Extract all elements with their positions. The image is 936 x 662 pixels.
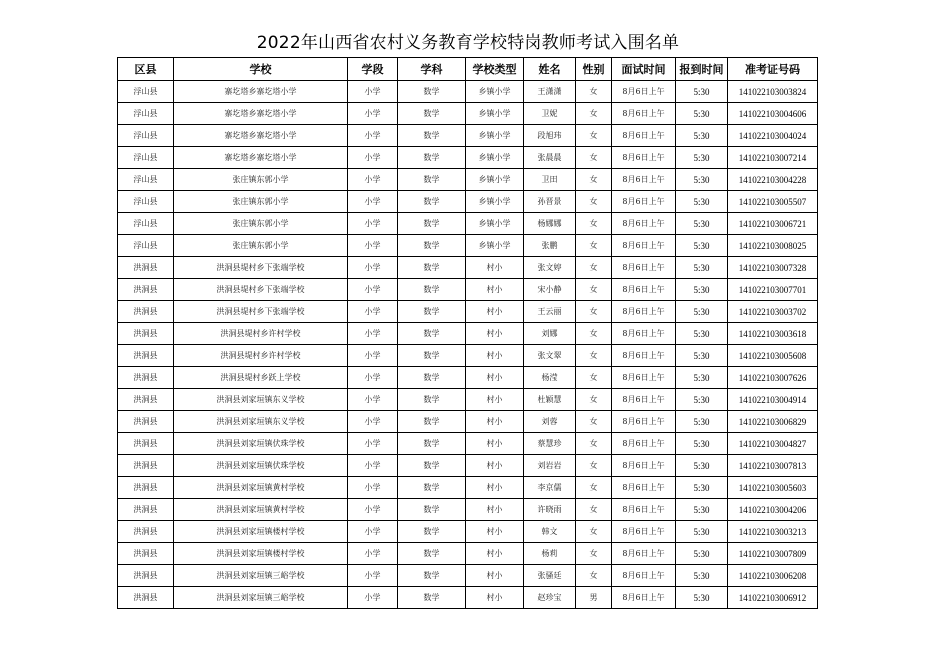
school-type-cell: 村小 [466,389,524,411]
subject-cell: 数学 [398,213,466,235]
name-cell: 孙晋景 [524,191,576,213]
stage-cell: 小学 [348,147,398,169]
subject-cell: 数学 [398,587,466,609]
header-county: 区县 [118,58,174,81]
stage-cell: 小学 [348,411,398,433]
report-time-cell: 5:30 [676,81,728,103]
county-cell: 浮山县 [118,81,174,103]
school-type-cell: 村小 [466,411,524,433]
table-row [118,367,818,389]
ticket-number-cell: 141022103007214 [728,147,818,169]
header-gender: 性别 [576,58,612,81]
name-cell: 王云丽 [524,301,576,323]
subject-cell: 数学 [398,147,466,169]
report-time-cell: 5:30 [676,191,728,213]
stage-cell: 小学 [348,191,398,213]
table-row [118,147,818,169]
school-cell: 洪洞县堤村乡许村学校 [174,345,348,367]
school-type-cell: 村小 [466,477,524,499]
interview-time-cell: 8月6日上午 [612,103,676,125]
county-cell: 浮山县 [118,191,174,213]
subject-cell: 数学 [398,125,466,147]
name-cell: 杨莉 [524,543,576,565]
subject-cell: 数学 [398,411,466,433]
stage-cell: 小学 [348,521,398,543]
table-row [118,103,818,125]
table-row [118,345,818,367]
interview-time-cell: 8月6日上午 [612,301,676,323]
school-type-cell: 村小 [466,587,524,609]
gender-cell: 女 [576,499,612,521]
ticket-number-cell: 141022103004914 [728,389,818,411]
stage-cell: 小学 [348,543,398,565]
table-row [118,587,818,609]
report-time-cell: 5:30 [676,455,728,477]
county-cell: 浮山县 [118,235,174,257]
school-cell: 张庄镇东郭小学 [174,213,348,235]
subject-cell: 数学 [398,565,466,587]
report-time-cell: 5:30 [676,235,728,257]
ticket-number-cell: 141022103006208 [728,565,818,587]
school-type-cell: 村小 [466,345,524,367]
gender-cell: 女 [576,543,612,565]
ticket-number-cell: 141022103008025 [728,235,818,257]
subject-cell: 数学 [398,455,466,477]
interview-time-cell: 8月6日上午 [612,345,676,367]
subject-cell: 数学 [398,191,466,213]
table-row [118,433,818,455]
name-cell: 韩文 [524,521,576,543]
school-type-cell: 乡镇小学 [466,235,524,257]
name-cell: 蔡慧珍 [524,433,576,455]
name-cell: 刘娜 [524,323,576,345]
ticket-number-cell: 141022103003618 [728,323,818,345]
header-stage: 学段 [348,58,398,81]
report-time-cell: 5:30 [676,389,728,411]
stage-cell: 小学 [348,103,398,125]
name-cell: 王潇潇 [524,81,576,103]
county-cell: 洪洞县 [118,257,174,279]
table-row [118,169,818,191]
interview-time-cell: 8月6日上午 [612,367,676,389]
report-time-cell: 5:30 [676,301,728,323]
report-time-cell: 5:30 [676,169,728,191]
gender-cell: 女 [576,521,612,543]
school-cell: 洪洞县刘家垣镇三峪学校 [174,587,348,609]
gender-cell: 男 [576,587,612,609]
school-cell: 寨圪塔乡寨圪塔小学 [174,125,348,147]
gender-cell: 女 [576,103,612,125]
school-type-cell: 村小 [466,323,524,345]
ticket-number-cell: 141022103003213 [728,521,818,543]
header-school: 学校 [174,58,348,81]
table-row [118,235,818,257]
subject-cell: 数学 [398,345,466,367]
school-type-cell: 村小 [466,455,524,477]
school-type-cell: 村小 [466,499,524,521]
candidate-table [117,57,818,609]
header-report-time: 报到时间 [676,58,728,81]
document-title: 2022年山西省农村义务教育学校特岗教师考试入围名单 [256,33,680,53]
name-cell: 杜颖慧 [524,389,576,411]
stage-cell: 小学 [348,433,398,455]
gender-cell: 女 [576,301,612,323]
header-school-type: 学校类型 [466,58,524,81]
school-cell: 寨圪塔乡寨圪塔小学 [174,147,348,169]
name-cell: 段旭玮 [524,125,576,147]
report-time-cell: 5:30 [676,587,728,609]
school-cell: 洪洞县堤村乡下张端学校 [174,301,348,323]
county-cell: 浮山县 [118,103,174,125]
table-row [118,323,818,345]
header-subject: 学科 [398,58,466,81]
name-cell: 赵珍宝 [524,587,576,609]
subject-cell: 数学 [398,103,466,125]
interview-time-cell: 8月6日上午 [612,411,676,433]
ticket-number-cell: 141022103007809 [728,543,818,565]
county-cell: 浮山县 [118,169,174,191]
ticket-number-cell: 141022103004827 [728,433,818,455]
name-cell: 刘蓉 [524,411,576,433]
report-time-cell: 5:30 [676,433,728,455]
school-cell: 洪洞县刘家垣镇三峪学校 [174,565,348,587]
name-cell: 杨滢 [524,367,576,389]
table-row [118,213,818,235]
school-cell: 洪洞县刘家垣镇伏珠学校 [174,455,348,477]
school-cell: 洪洞县堤村乡下张端学校 [174,279,348,301]
gender-cell: 女 [576,323,612,345]
table-row [118,301,818,323]
name-cell: 张晨晨 [524,147,576,169]
gender-cell: 女 [576,81,612,103]
ticket-number-cell: 141022103004206 [728,499,818,521]
report-time-cell: 5:30 [676,411,728,433]
name-cell: 李京儒 [524,477,576,499]
ticket-number-cell: 141022103003702 [728,301,818,323]
name-cell: 张骚廷 [524,565,576,587]
county-cell: 洪洞县 [118,411,174,433]
report-time-cell: 5:30 [676,345,728,367]
subject-cell: 数学 [398,521,466,543]
gender-cell: 女 [576,433,612,455]
school-cell: 洪洞县刘家垣镇黄村学校 [174,477,348,499]
subject-cell: 数学 [398,389,466,411]
report-time-cell: 5:30 [676,521,728,543]
county-cell: 洪洞县 [118,455,174,477]
subject-cell: 数学 [398,235,466,257]
ticket-number-cell: 141022103004228 [728,169,818,191]
gender-cell: 女 [576,169,612,191]
school-type-cell: 乡镇小学 [466,81,524,103]
stage-cell: 小学 [348,279,398,301]
school-cell: 洪洞县堤村乡许村学校 [174,323,348,345]
subject-cell: 数学 [398,433,466,455]
gender-cell: 女 [576,213,612,235]
school-cell: 寨圪塔乡寨圪塔小学 [174,103,348,125]
ticket-number-cell: 141022103004024 [728,125,818,147]
county-cell: 洪洞县 [118,477,174,499]
county-cell: 洪洞县 [118,433,174,455]
county-cell: 洪洞县 [118,279,174,301]
subject-cell: 数学 [398,477,466,499]
report-time-cell: 5:30 [676,257,728,279]
county-cell: 浮山县 [118,213,174,235]
stage-cell: 小学 [348,499,398,521]
table-body [118,81,818,609]
report-time-cell: 5:30 [676,213,728,235]
report-time-cell: 5:30 [676,565,728,587]
school-cell: 张庄镇东郭小学 [174,169,348,191]
interview-time-cell: 8月6日上午 [612,389,676,411]
school-cell: 洪洞县刘家垣镇楼村学校 [174,543,348,565]
stage-cell: 小学 [348,323,398,345]
school-cell: 洪洞县刘家垣镇伏珠学校 [174,433,348,455]
gender-cell: 女 [576,125,612,147]
stage-cell: 小学 [348,345,398,367]
stage-cell: 小学 [348,125,398,147]
interview-time-cell: 8月6日上午 [612,191,676,213]
subject-cell: 数学 [398,301,466,323]
interview-time-cell: 8月6日上午 [612,323,676,345]
county-cell: 洪洞县 [118,345,174,367]
school-cell: 寨圪塔乡寨圪塔小学 [174,81,348,103]
school-cell: 洪洞县堤村乡跃上学校 [174,367,348,389]
report-time-cell: 5:30 [676,499,728,521]
county-cell: 洪洞县 [118,565,174,587]
report-time-cell: 5:30 [676,279,728,301]
school-type-cell: 村小 [466,257,524,279]
ticket-number-cell: 141022103003824 [728,81,818,103]
subject-cell: 数学 [398,257,466,279]
ticket-number-cell: 141022103007813 [728,455,818,477]
report-time-cell: 5:30 [676,125,728,147]
interview-time-cell: 8月6日上午 [612,543,676,565]
report-time-cell: 5:30 [676,367,728,389]
school-cell: 张庄镇东郭小学 [174,191,348,213]
report-time-cell: 5:30 [676,103,728,125]
school-type-cell: 乡镇小学 [466,125,524,147]
name-cell: 刘岩岩 [524,455,576,477]
report-time-cell: 5:30 [676,543,728,565]
ticket-number-cell: 141022103007328 [728,257,818,279]
ticket-number-cell: 141022103005507 [728,191,818,213]
gender-cell: 女 [576,235,612,257]
subject-cell: 数学 [398,323,466,345]
ticket-number-cell: 141022103006912 [728,587,818,609]
name-cell: 张文翠 [524,345,576,367]
county-cell: 浮山县 [118,125,174,147]
school-type-cell: 乡镇小学 [466,213,524,235]
subject-cell: 数学 [398,367,466,389]
stage-cell: 小学 [348,565,398,587]
table-row [118,411,818,433]
ticket-number-cell: 141022103006721 [728,213,818,235]
interview-time-cell: 8月6日上午 [612,147,676,169]
school-cell: 洪洞县刘家垣镇黄村学校 [174,499,348,521]
interview-time-cell: 8月6日上午 [612,477,676,499]
school-cell: 张庄镇东郭小学 [174,235,348,257]
name-cell: 卫妮 [524,103,576,125]
county-cell: 洪洞县 [118,587,174,609]
name-cell: 卫田 [524,169,576,191]
stage-cell: 小学 [348,301,398,323]
school-cell: 洪洞县刘家垣镇东义学校 [174,389,348,411]
name-cell: 杨娜娜 [524,213,576,235]
table-row [118,499,818,521]
interview-time-cell: 8月6日上午 [612,279,676,301]
gender-cell: 女 [576,257,612,279]
table-row [118,565,818,587]
name-cell: 张文婷 [524,257,576,279]
table-row [118,543,818,565]
table-row [118,389,818,411]
ticket-number-cell: 141022103007626 [728,367,818,389]
interview-time-cell: 8月6日上午 [612,587,676,609]
header-name: 姓名 [524,58,576,81]
interview-time-cell: 8月6日上午 [612,257,676,279]
ticket-number-cell: 141022103004606 [728,103,818,125]
name-cell: 许晓雨 [524,499,576,521]
table-row [118,477,818,499]
interview-time-cell: 8月6日上午 [612,499,676,521]
stage-cell: 小学 [348,235,398,257]
interview-time-cell: 8月6日上午 [612,81,676,103]
stage-cell: 小学 [348,587,398,609]
header-ticket-number: 准考证号码 [728,58,818,81]
gender-cell: 女 [576,345,612,367]
gender-cell: 女 [576,565,612,587]
table-row [118,257,818,279]
report-time-cell: 5:30 [676,147,728,169]
interview-time-cell: 8月6日上午 [612,213,676,235]
interview-time-cell: 8月6日上午 [612,565,676,587]
county-cell: 洪洞县 [118,389,174,411]
interview-time-cell: 8月6日上午 [612,235,676,257]
school-type-cell: 乡镇小学 [466,103,524,125]
ticket-number-cell: 141022103007701 [728,279,818,301]
school-cell: 洪洞县刘家垣镇东义学校 [174,411,348,433]
ticket-number-cell: 141022103005608 [728,345,818,367]
county-cell: 洪洞县 [118,301,174,323]
gender-cell: 女 [576,455,612,477]
stage-cell: 小学 [348,389,398,411]
school-type-cell: 村小 [466,301,524,323]
report-time-cell: 5:30 [676,323,728,345]
school-type-cell: 乡镇小学 [466,169,524,191]
county-cell: 洪洞县 [118,521,174,543]
stage-cell: 小学 [348,455,398,477]
county-cell: 洪洞县 [118,323,174,345]
ticket-number-cell: 141022103005603 [728,477,818,499]
stage-cell: 小学 [348,257,398,279]
stage-cell: 小学 [348,477,398,499]
county-cell: 浮山县 [118,147,174,169]
gender-cell: 女 [576,477,612,499]
school-type-cell: 村小 [466,565,524,587]
county-cell: 洪洞县 [118,499,174,521]
school-type-cell: 村小 [466,279,524,301]
report-time-cell: 5:30 [676,477,728,499]
name-cell: 张鹏 [524,235,576,257]
county-cell: 洪洞县 [118,367,174,389]
subject-cell: 数学 [398,169,466,191]
gender-cell: 女 [576,147,612,169]
stage-cell: 小学 [348,169,398,191]
interview-time-cell: 8月6日上午 [612,521,676,543]
header-interview-time: 面试时间 [612,58,676,81]
subject-cell: 数学 [398,543,466,565]
table-row [118,521,818,543]
subject-cell: 数学 [398,279,466,301]
ticket-number-cell: 141022103006829 [728,411,818,433]
table-row [118,125,818,147]
subject-cell: 数学 [398,499,466,521]
interview-time-cell: 8月6日上午 [612,455,676,477]
subject-cell: 数学 [398,81,466,103]
name-cell: 宋小静 [524,279,576,301]
interview-time-cell: 8月6日上午 [612,125,676,147]
county-cell: 洪洞县 [118,543,174,565]
gender-cell: 女 [576,191,612,213]
school-type-cell: 乡镇小学 [466,147,524,169]
school-type-cell: 村小 [466,521,524,543]
school-cell: 洪洞县刘家垣镇楼村学校 [174,521,348,543]
school-type-cell: 乡镇小学 [466,191,524,213]
gender-cell: 女 [576,279,612,301]
stage-cell: 小学 [348,213,398,235]
school-type-cell: 村小 [466,433,524,455]
table-row [118,81,818,103]
table-row [118,455,818,477]
table-row [118,279,818,301]
school-type-cell: 村小 [466,543,524,565]
stage-cell: 小学 [348,367,398,389]
gender-cell: 女 [576,367,612,389]
interview-time-cell: 8月6日上午 [612,169,676,191]
school-cell: 洪洞县堤村乡下张端学校 [174,257,348,279]
school-type-cell: 村小 [466,367,524,389]
table-row [118,191,818,213]
stage-cell: 小学 [348,81,398,103]
gender-cell: 女 [576,389,612,411]
table-header-row [118,58,818,81]
gender-cell: 女 [576,411,612,433]
interview-time-cell: 8月6日上午 [612,433,676,455]
